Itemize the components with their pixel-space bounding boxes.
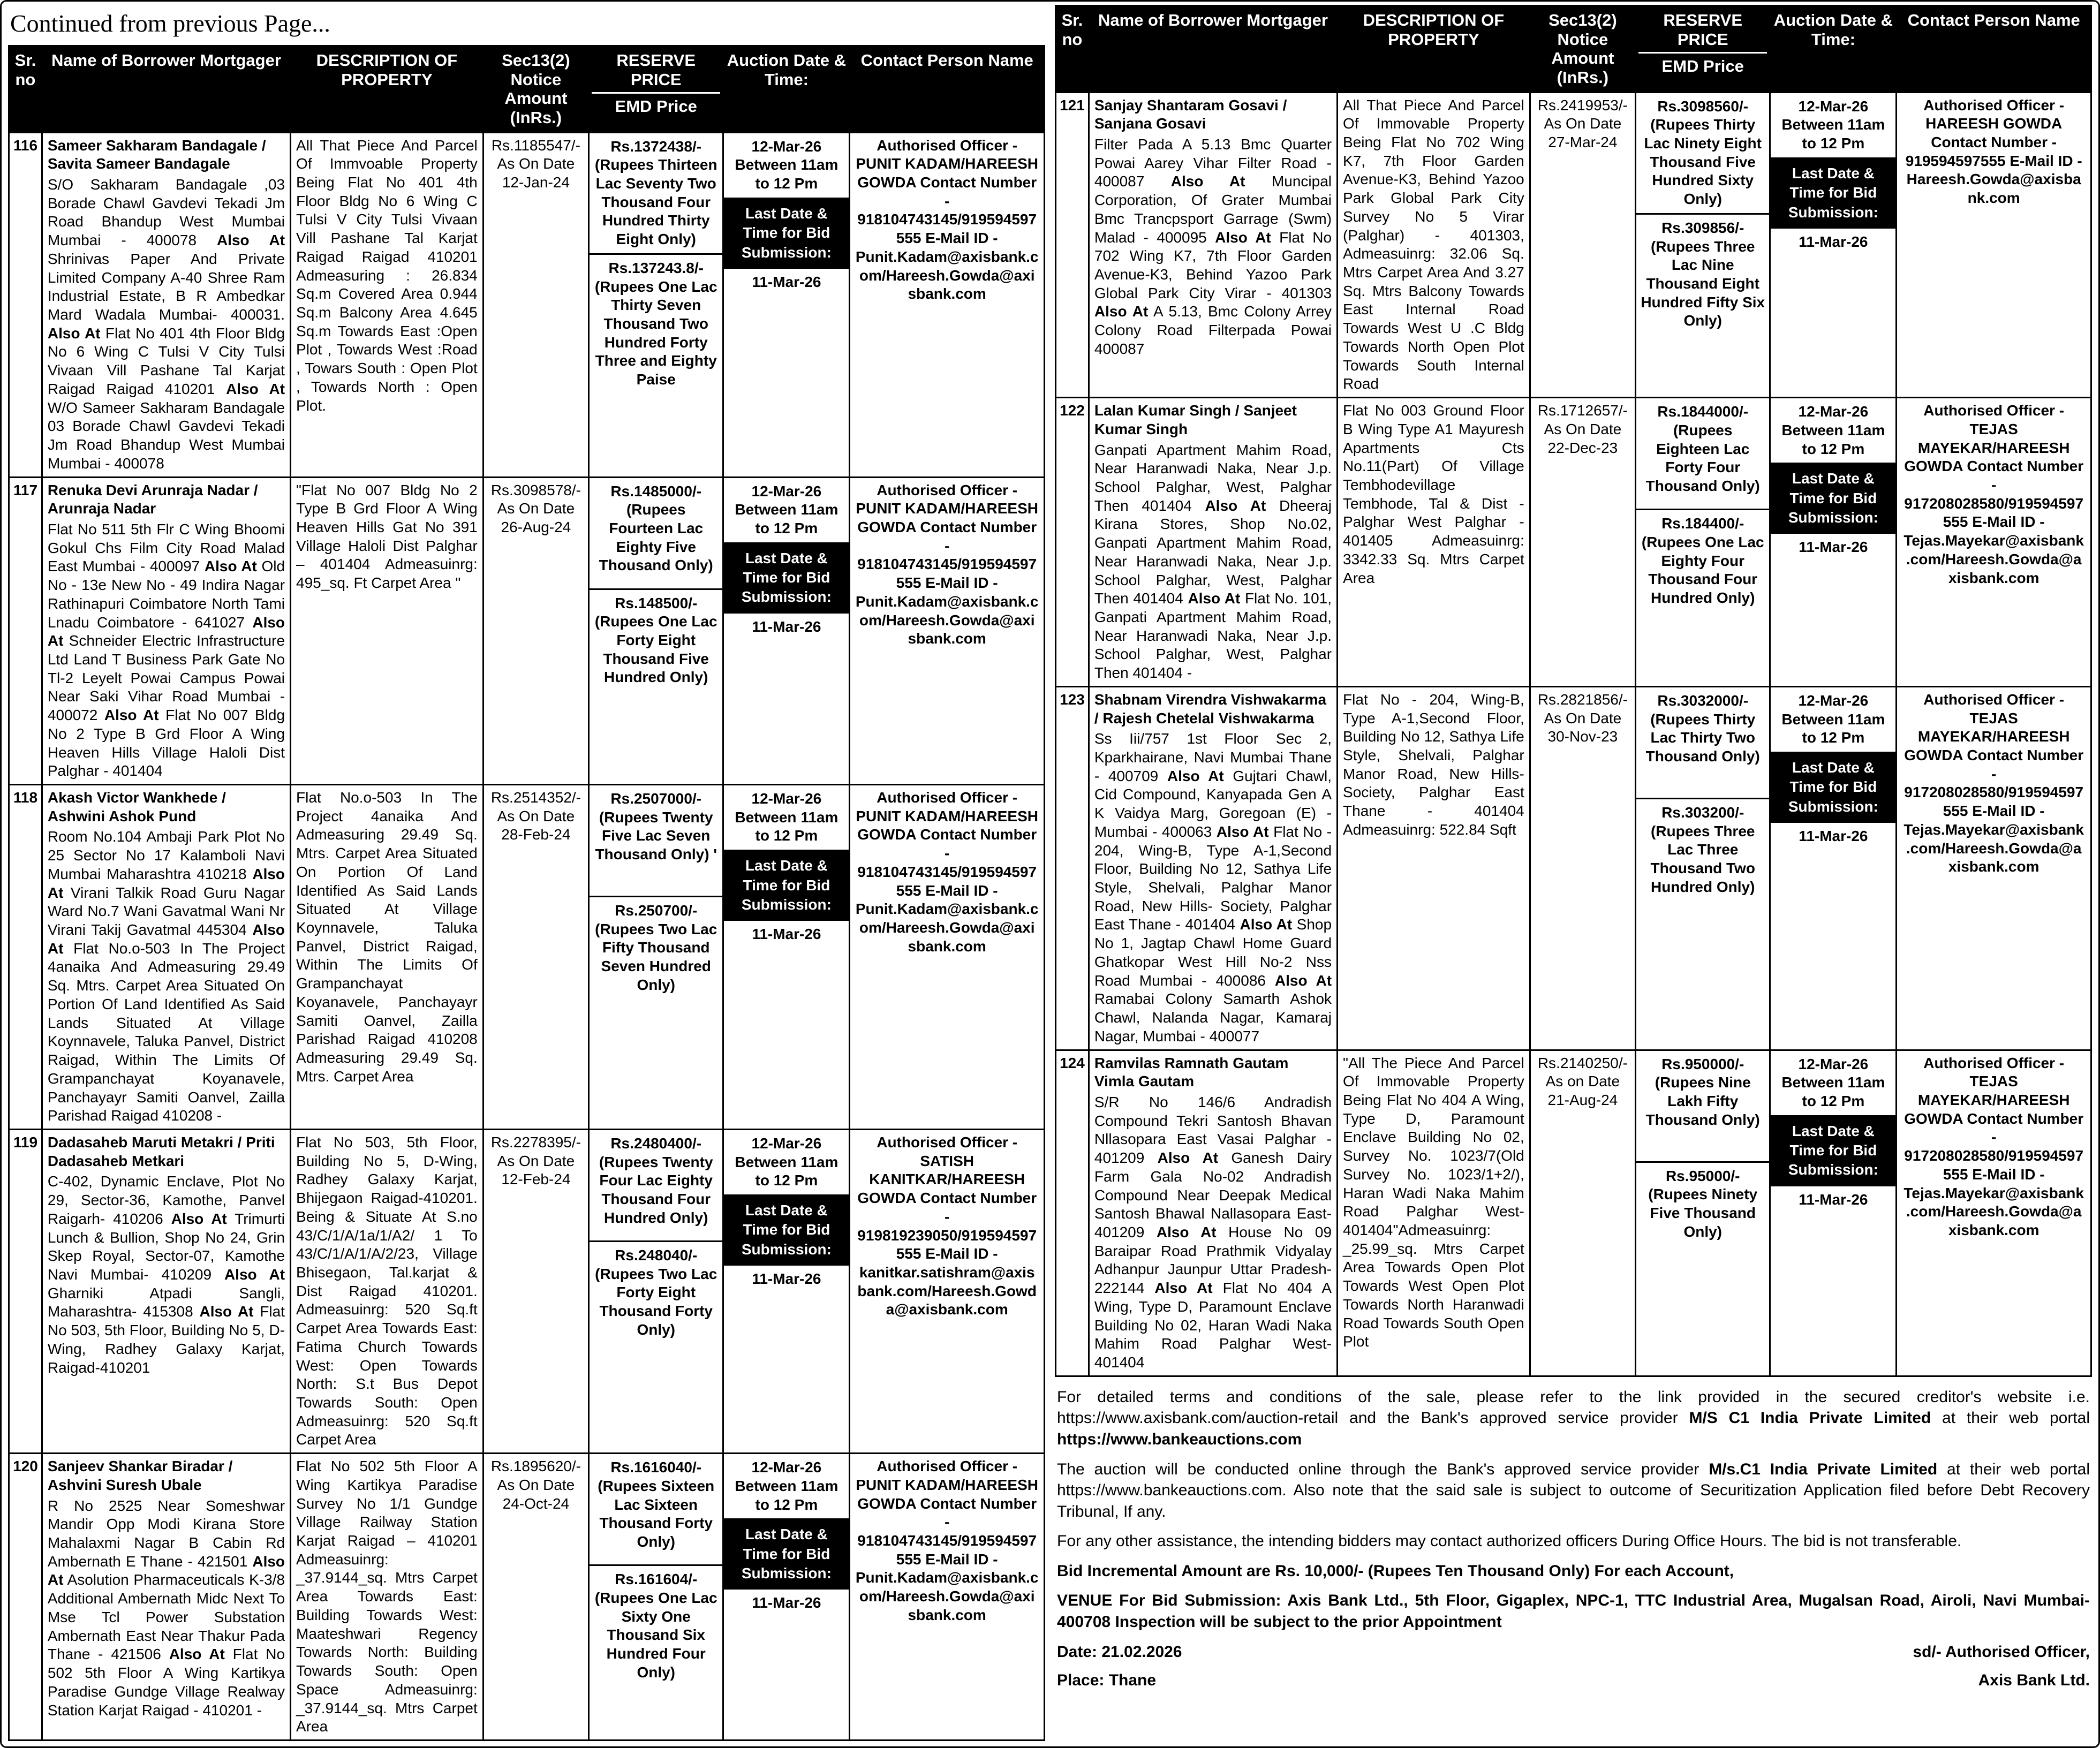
notice-amount: Rs.3098578/- As On Date 26-Aug-24: [483, 477, 588, 785]
venue-paragraph: VENUE For Bid Submission: Axis Bank Ltd., 5th Floor, Gigaplex, NPC-1, TTC Industrial Area, Mugalsan Road, Airoli, Navi Mumbai-400708 Inspection will be subject to the prior Appointment: [1057, 1592, 2090, 1631]
table-row: [9, 1129, 1045, 1453]
notice-date: Date: 21.02.2026: [1057, 1643, 1182, 1661]
reserve-price: Rs.2507000/- (Rupees Twenty Five Lac Seven Thousand Only) ': [590, 785, 722, 897]
borrower-name: Dadasaheb Maruti Metakri / Priti Dadasaheb Metkari: [47, 1133, 275, 1169]
auction-date: 12-Mar-26 Between 11am to 12 Pm: [1781, 97, 1885, 152]
emd-price: Rs.137243.8/- (Rupees One Lac Thirty Seven Thousand Two Hundred Forty Three and Eighty Paise: [594, 259, 717, 388]
footer-terms: [1055, 1377, 2092, 1691]
bid-last-date: 11-Mar-26: [752, 618, 821, 635]
notice-amount: Rs.2140250/- As on Date 21-Aug-24: [1530, 1050, 1635, 1376]
borrower-cell: [1089, 686, 1337, 1050]
auction-cell: [1770, 398, 1897, 687]
auction-date: 12-Mar-26 Between 11am to 12 Pm: [735, 482, 839, 536]
emd-price: Rs.309856/- (Rupees Three Lac Nine Thousand Eight Hundred Fifty Six Only): [1641, 219, 1765, 329]
sr-cell: 118: [9, 785, 42, 1130]
auction-cell: [723, 132, 850, 477]
reserve-price: Rs.1372438/- (Rupees Thirteen Lac Seventy Two Thousand Four Hundred Thirty Eight Only): [590, 133, 722, 255]
sr-cell: 117: [9, 477, 42, 785]
header-row: [9, 46, 1045, 133]
borrower-address: S/O Sakharam Bandagale ,03 Borade Chawl Gavdevi Tekadi Jm Road Bhandup West Mumbai Mumbai - 400078 Also At Shrinivas Paper And Private Limited Company A-40 Shree Ram Industrial Estate, B R Ambedkar Mard Wadala Mumbai- 400031. Also At Flat No 401 4th Floor Bldg No 6 Wing C Tulsi V City Tulsi Vivaan Vill Pashane Tal Karjat Raigad Raigad 410201 Also At W/O Sameer Sakharam Bandagale 03 Borade Chawl Gavdevi Tekadi Jm Road Bhandup West Mumbai Mumbai - 400078: [47, 176, 285, 472]
contact-person: Authorised Officer - PUNIT KADAM/HAREESH GOWDA Contact Number - 918104743145/919594597555 E-Mail ID - Punit.Kadam@axisbank.com/Hareesh.Gowda@axisbank.com: [850, 785, 1045, 1130]
borrower-name: Lalan Kumar Singh / Sanjeet Kumar Singh: [1094, 402, 1297, 437]
notice-place: Place: Thane: [1057, 1671, 1157, 1690]
reserve-price: Rs.3098560/- (Rupees Thirty Lac Ninety Eight Thousand Five Hundred Sixty Only): [1636, 93, 1769, 215]
header-contact: Contact Person Name: [1897, 6, 2091, 93]
property-description: All That Piece And Parcel Of Immovable Property Being Flat No 702 Wing K7, 7th Floor Garden Avenue-K3, Behind Yazoo Park Global Park City Survey No 5 Virar (Palghar) - 401303, Admeasuinrg: 32.06 Sq. Mtrs Carpet Area And 3.27 Sq. Mtrs Balcony Towards East Internal Road Towards West U .C Bldg Towards North Open Plot Towards South Internal Road: [1338, 92, 1530, 398]
contact-person: Authorised Officer - TEJAS MAYEKAR/HAREESH GOWDA Contact Number - 917208028580/919594597555 E-Mail ID - Tejas.Mayekar@axisbank.com/Hareesh.Gowda@axisbank.com: [1897, 398, 2091, 687]
emd-price: Rs.161604/- (Rupees One Lac Sixty One Thousand Six Hundred Four Only): [594, 1571, 717, 1681]
contact-person: Authorised Officer - PUNIT KADAM/HAREESH GOWDA Contact Number - 918104743145/919594597555 E-Mail ID - Punit.Kadam@axisbank.com/Hareesh.Gowda@axisbank.com: [850, 1454, 1045, 1741]
contact-person: Authorised Officer - SATISH KANITKAR/HAREESH GOWDA Contact Number - 919819239050/919594597555 E-Mail ID - kanitkar.satishram@axisbank.com/Hareesh.Gowda@axisbank.com: [850, 1129, 1045, 1453]
sr-cell: 124: [1056, 1050, 1089, 1376]
bid-submission-label: Last Date & Time for Bid Submission:: [1771, 752, 1895, 823]
borrower-cell: [42, 1129, 290, 1453]
terms-paragraph: For detailed terms and conditions of the sale, please refer to the link provided in the secured creditor's website i.e. https://www.axisbank.com/auction-retail and the Bank's approved service provider M/S C1 India Private Limited at their web portal https://www.bankeauctions.com: [1057, 1388, 2090, 1448]
borrower-address: Room No.104 Ambaji Park Plot No 25 Sector No 17 Kalamboli Navi Mumbai Maharashtra 410218 Also At Virani Talkik Road Guru Nagar Ward No.7 Wani Gavatmal Wani Nr Virani Takij Gavatmal 445304 Also At Flat No.o-503 In The Project 4anaika And Admeasuring 29.49 Sq. Mtrs. Carpet Area Situated On Portion Of Land Identified As Said Lands Situated At Village Koynnavele, Taluka Panvel, District Raigad, Within The Limits Of Grampanchayat Koyanavele, Panchayayr Samiti Oanvel, Zailla Parishad Raigad 410208 -: [47, 828, 285, 1124]
table-row: [1056, 92, 2091, 398]
sr-cell: 121: [1056, 92, 1089, 398]
header-reserve-emd: [1636, 6, 1770, 93]
bid-last-date: 11-Mar-26: [752, 926, 821, 943]
bid-last-date: 11-Mar-26: [1799, 539, 1868, 556]
notice-amount: Rs.2419953/- As On Date 27-Mar-24: [1530, 92, 1635, 398]
reserve-emd-cell: [589, 132, 723, 477]
auction-date: 12-Mar-26 Between 11am to 12 Pm: [735, 1459, 839, 1513]
table-row: [9, 477, 1045, 785]
auction-date: 12-Mar-26 Between 11am to 12 Pm: [1781, 403, 1885, 457]
bid-submission-label: Last Date & Time for Bid Submission:: [724, 850, 849, 921]
auction-cell: [723, 785, 850, 1130]
borrower-cell: [1089, 92, 1337, 398]
contact-person: Authorised Officer - PUNIT KADAM/HAREESH GOWDA Contact Number - 918104743145/919594597555 E-Mail ID - Punit.Kadam@axisbank.com/Hareesh.Gowda@axisbank.com: [850, 477, 1045, 785]
property-description: Flat No 003 Ground Floor B Wing Type A1 Mayuresh Apartments Cts No.11(Part) Of Village Tembhodevillage Tembhode, Tal & Dist - Palghar West Palghar - 401405 Admeasuinrg: 3342.33 Sq. Mtrs Carpet Area: [1338, 398, 1530, 687]
signature: sd/- Authorised Officer,: [1913, 1643, 2090, 1661]
borrower-address: Flat No 511 5th Flr C Wing Bhoomi Gokul Chs Film City Road Malad East Mumbai - 400097 Also At Old No - 13e New No - 49 Indira Nagar Rathinapuri Coimbatore North Tami Lnadu Coimbatore - 641027 Also At Schneider Electric Infrastructure Ltd Land T Business Park Gate No Tl-2 Leyelt Powai Campus Powai Near Saki Vihar Road Mumbai - 400072 Also At Flat No 007 Bldg No 2 Type B Grd Floor A Wing Heaven Hills Village Haloli Dist Palghar - 401404: [47, 520, 285, 780]
auction-cell: [1770, 92, 1897, 398]
header-contact: Contact Person Name: [850, 46, 1045, 133]
reserve-emd-cell: [589, 785, 723, 1130]
borrower-cell: [42, 477, 290, 785]
header-name: Name of Borrower Mortgager: [1089, 6, 1337, 93]
auction-date: 12-Mar-26 Between 11am to 12 Pm: [1781, 692, 1885, 746]
header-sr: Sr. no: [9, 46, 42, 133]
borrower-address: S/R No 146/6 Andradish Compound Tekri Santosh Bhavan Nllasopara East Vasai Palghar - 401209 Also At Ganesh Dairy Farm Gala No-02 Andradish Compound Near Deepak Medical Santosh Bhawal Nallasopara East- 401209 Also At House No 09 Baraipar Road Prathmik Vidyalay Adhanpur Jaunpur Uttar Pradesh-222144 Also At Flat No 404 A Wing, Type D, Paramount Enclave Building No 02, Haran Wadi Naka Mahim Road Palghar West- 401404: [1094, 1093, 1332, 1371]
table-row: [1056, 686, 2091, 1050]
bid-submission-label: Last Date & Time for Bid Submission:: [1771, 1115, 1895, 1186]
contact-person: Authorised Officer - HAREESH GOWDA Contact Number - 919594597555 E-Mail ID - Hareesh.Gowda@axisbank.com: [1897, 92, 2091, 398]
emd-price: Rs.248040/- (Rupees Two Lac Forty Eight Thousand Forty Only): [595, 1246, 717, 1338]
borrower-name: Akash Victor Wankhede / Ashwini Ashok Pund: [47, 789, 226, 824]
property-description: Flat No 503, 5th Floor, Building No 5, D-Wing, Radhey Galaxy Karjat, Bhijegaon Raigad-410201. Being & Situate At S.no 43/C/1/A/1a/1/A2/ 1 To 43/C/1/A/1/A/2/23, Village Bhisegaon, Tal.karjat & Dist Raigad 410201. Admeasuinrg: 520 Sq.ft Carpet Area Towards East: Fatima Church Towards West: Open Towards North: S.t Bus Depot Towards South: Open Admeasuinrg: 520 Sq.ft Carpet Area: [291, 1129, 484, 1453]
bid-last-date: 11-Mar-26: [752, 1270, 821, 1288]
auction-date: 12-Mar-26 Between 11am to 12 Pm: [735, 1134, 839, 1189]
auction-cell: [1770, 686, 1897, 1050]
notice-amount: Rs.1712657/- As On Date 22-Dec-23: [1530, 398, 1635, 687]
header-auction: Auction Date & Time:: [723, 46, 850, 133]
bid-last-date: 11-Mar-26: [1799, 233, 1868, 250]
property-description: "Flat No 007 Bldg No 2 Type B Grd Floor A Wing Heaven Hills Gat No 391 Village Haloli Dist Palghar – 401404 Admeasuinrg: 495_sq. Ft Carpet Area ": [291, 477, 484, 785]
borrower-cell: [42, 132, 290, 477]
notice-amount: Rs.2278395/- As On Date 12-Feb-24: [483, 1129, 588, 1453]
property-description: Flat No - 204, Wing-B, Type A-1,Second Floor, Building No 12, Sathya Life Style, Shelvali, Palghar Manor Road, New Hills- Society, Palghar East Thane - 401404 Admeasuinrg: 522.84 Sqft: [1338, 686, 1530, 1050]
contact-person: Authorised Officer - TEJAS MAYEKAR/HAREESH GOWDA Contact Number - 917208028580/919594597555 E-Mail ID - Tejas.Mayekar@axisbank.com/Hareesh.Gowda@axisbank.com: [1897, 1050, 2091, 1376]
reserve-price: Rs.2480400/- (Rupees Twenty Four Lac Eighty Thousand Four Hundred Only): [590, 1130, 722, 1242]
sr-cell: 120: [9, 1454, 42, 1741]
bid-submission-label: Last Date & Time for Bid Submission:: [724, 198, 849, 269]
header-emd: EMD Price: [615, 97, 697, 116]
contact-person: Authorised Officer - PUNIT KADAM/HAREESH GOWDA Contact Number - 918104743145/919594597555 E-Mail ID - Punit.Kadam@axisbank.com/Hareesh.Gowda@axisbank.com: [850, 132, 1045, 477]
bid-submission-label: Last Date & Time for Bid Submission:: [724, 1194, 849, 1266]
reserve-emd-cell: [1636, 92, 1770, 398]
auction-cell: [723, 1129, 850, 1453]
header-emd: EMD Price: [1661, 57, 1744, 76]
auction-table-left: [8, 45, 1045, 1741]
borrower-name: Sameer Sakharam Bandagale / Savita Sameer Bandagale: [47, 137, 266, 172]
reserve-emd-cell: [589, 477, 723, 785]
bid-last-date: 11-Mar-26: [1799, 1191, 1868, 1208]
header-row: [1056, 6, 2091, 93]
borrower-cell: [1089, 398, 1337, 687]
right-column: [1055, 5, 2092, 1741]
reserve-price: Rs.1844000/- (Rupees Eighteen Lac Forty Four Thousand Only): [1636, 398, 1769, 510]
auction-cell: [723, 1454, 850, 1741]
continued-note: Continued from previous Page...: [10, 10, 330, 37]
auction-online-paragraph: The auction will be conducted online through the Bank's approved service provider M/s.C1 India Private Limited at their web portal https://www.bankeauctions.com. Also note that the said sale is subject to outcome of Securitization Application filed before Debt Recovery Tribunal, If any.: [1057, 1460, 2090, 1520]
emd-price: Rs.148500/- (Rupees One Lac Forty Eight Thousand Five Hundred Only): [594, 594, 717, 686]
borrower-address: C-402, Dynamic Enclave, Plot No 29, Sector-36, Kamothe, Panvel Raigarh- 410206 Also At Trimurti Lunch & Bullion, Shop No 24, Grin Skep Royal, Sector-07, Kamothe Navi Mumbai- 410209 Also At Gharniki Atpadi Sangli, Maharashtra- 415308 Also At Flat No 503, 5th Floor, Building No 5, D-Wing, Radhey Galaxy Karjat, Raigad-410201: [47, 1173, 285, 1376]
header-description: DESCRIPTION OF PROPERTY: [291, 46, 484, 133]
table-row: [9, 785, 1045, 1130]
reserve-emd-cell: [589, 1454, 723, 1741]
bid-submission-label: Last Date & Time for Bid Submission:: [724, 1518, 849, 1590]
emd-price: Rs.250700/- (Rupees Two Lac Fifty Thousand Seven Hundred Only): [595, 902, 717, 993]
reserve-emd-cell: [1636, 398, 1770, 687]
borrower-address: Ganpati Apartment Mahim Road, Near Haranwadi Naka, Near J.p. School Palghar, West, Palghar Then 401404 Also At Dheeraj Kirana Stores, Shop No.02, Ganpati Apartment Mahim Road, Near Haranwadi Naka, Near J.p. School Palghar, West, Palghar Then 401404 Also At Flat No. 101, Ganpati Apartment Mahim Road, Near Haranwadi Naka, Near J.p. School Palghar, West, Palghar Then 401404 -: [1094, 441, 1332, 682]
date-signature-row: [1057, 1641, 2090, 1663]
table-row: [9, 132, 1045, 477]
header-auction: Auction Date & Time:: [1770, 6, 1897, 93]
header-description: DESCRIPTION OF PROPERTY: [1338, 6, 1530, 93]
header-notice: Sec13(2) Notice Amount (InRs.): [1530, 6, 1635, 93]
notice-amount: Rs.2514352/- As On Date 28-Feb-24: [483, 785, 588, 1130]
reserve-price: Rs.3032000/- (Rupees Thirty Lac Thirty Two Thousand Only): [1636, 687, 1769, 799]
table-row: [1056, 1050, 2091, 1376]
reserve-emd-cell: [1636, 686, 1770, 1050]
header-reserve-emd: [589, 46, 723, 133]
reserve-emd-cell: [1636, 1050, 1770, 1376]
bid-increment-paragraph: Bid Incremental Amount are Rs. 10,000/- (Rupees Ten Thousand Only) For each Account,: [1057, 1562, 1734, 1580]
table-row: [1056, 398, 2091, 687]
property-description: Flat No 502 5th Floor A Wing Kartikya Paradise Survey No 1/1 Gundge Village Railway Station Karjat Raigad – 410201 Admeasuinrg: _37.9144_sq. Mtrs Carpet Area Towards East: Building Towards West: Maateshwari Regency Towards North: Building Towards South: Open Space Admeasuinrg: _37.9144_sq. Mtrs Carpet Area: [291, 1454, 484, 1741]
borrower-cell: [42, 785, 290, 1130]
borrower-name: Ramvilas Ramnath Gautam Vimla Gautam: [1094, 1054, 1289, 1090]
header-notice: Sec13(2) Notice Amount (InRs.): [483, 46, 588, 133]
borrower-address: Filter Pada A 5.13 Bmc Quarter Powai Aarey Vihar Filter Road - 400087 Also At Muncipal Corporation, Of Grater Mumbai Bmc Trancpsport Garrage (Swm) Malad - 400095 Also At Flat No 702 Wing K7, 7th Floor Garden Avenue-K3, Behind Yazoo Park Global Park City Virar - 401303 Also At A 5.13, Bmc Colony Arrey Colony Road Filterpada Powai 400087: [1094, 136, 1332, 357]
auction-cell: [1770, 1050, 1897, 1376]
notice-amount: Rs.1185547/- As On Date 12-Jan-24: [483, 132, 588, 477]
header-name: Name of Borrower Mortgager: [42, 46, 290, 133]
reserve-price: Rs.1485000/- (Rupees Fourteen Lac Eighty Five Thousand Only): [590, 478, 722, 590]
sr-cell: 123: [1056, 686, 1089, 1050]
reserve-emd-cell: [589, 1129, 723, 1453]
property-description: All That Piece And Parcel Of Immvoable Property Being Flat No 401 4th Floor Bldg No 6 Wing C Tulsi V City Tulsi Vivaan Vill Pashane Tal Karjat Raigad Raigad 410201 Admeasuring : 26.834 Sq.m Covered Area 0.944 Sq.m Balcony Area 4.645 Sq.m Towards East :Open Plot , Towards West :Road , Towars South : Open Plot , Towards North : Open Plot.: [291, 132, 484, 477]
sr-cell: 122: [1056, 398, 1089, 687]
emd-price: Rs.303200/- (Rupees Three Lac Three Thousand Two Hundred Only): [1650, 804, 1755, 895]
table-row: [9, 1454, 1045, 1741]
assistance-paragraph: For any other assistance, the intending bidders may contact authorized officers During Office Hours. The bid is not transferable.: [1057, 1532, 1962, 1550]
header-reserve: RESERVE PRICE: [1638, 11, 1767, 54]
contact-person: Authorised Officer - TEJAS MAYEKAR/HAREESH GOWDA Contact Number - 917208028580/919594597555 E-Mail ID - Tejas.Mayekar@axisbank.com/Hareesh.Gowda@axisbank.com: [1897, 686, 2091, 1050]
borrower-name: Sanjeev Shankar Biradar / Ashvini Suresh Ubale: [47, 1458, 233, 1493]
bid-last-date: 11-Mar-26: [752, 1594, 821, 1611]
property-description: Flat No.o-503 In The Project 4anaika And Admeasuring 29.49 Sq. Mtrs. Carpet Area Situated On Portion Of Land Identified As Said Lands Situated At Village Koynnavele, Taluka Panvel, District Raigad, Within The Limits Of Grampanchayat Koyanavele, Panchayayr Samiti Oanvel, Zailla Parishad Raigad 410208 Admeasuring 29.49 Sq. Mtrs. Carpet Area: [291, 785, 484, 1130]
auction-date: 12-Mar-26 Between 11am to 12 Pm: [735, 790, 839, 844]
bank-name: Axis Bank Ltd.: [1978, 1671, 2090, 1690]
auction-table-right: [1055, 5, 2092, 1377]
borrower-cell: [42, 1454, 290, 1741]
borrower-name: Shabnam Virendra Vishwakarma / Rajesh Chetelal Vishwakarma: [1094, 691, 1327, 727]
bid-submission-label: Last Date & Time for Bid Submission:: [724, 542, 849, 614]
auction-cell: [723, 477, 850, 785]
borrower-address: R No 2525 Near Someshwar Mandir Opp Modi Kirana Store Mahalaxmi Nagar B Cabin Rd Ambernath E Thane - 421501 Also At Asolution Pharmaceuticals K-3/8 Additional Ambernath Midc Next To Mse Tcl Power Substation Ambernath East Near Thakur Pada Thane - 421506 Also At Flat No 502 5th Floor A Wing Kartikya Paradise Gundge Village Realway Station Karjat Raigad - 410201 -: [47, 1497, 285, 1719]
emd-price: Rs.184400/- (Rupees One Lac Eighty Four Thousand Four Hundred Only): [1641, 515, 1764, 606]
borrower-cell: [1089, 1050, 1337, 1376]
auction-date: 12-Mar-26 Between 11am to 12 Pm: [1781, 1055, 1885, 1109]
borrower-name: Renuka Devi Arunraja Nadar / Arunraja Nadar: [47, 481, 258, 517]
notice-amount: Rs.1895620/- As On Date 24-Oct-24: [483, 1454, 588, 1741]
bid-submission-label: Last Date & Time for Bid Submission:: [1771, 463, 1895, 534]
bid-last-date: 11-Mar-26: [752, 273, 821, 290]
bid-last-date: 11-Mar-26: [1799, 828, 1868, 845]
header-reserve: RESERVE PRICE: [592, 51, 720, 94]
sr-cell: 116: [9, 132, 42, 477]
notice-amount: Rs.2821856/- As On Date 30-Nov-23: [1530, 686, 1635, 1050]
bid-submission-label: Last Date & Time for Bid Submission:: [1771, 157, 1895, 229]
auction-date: 12-Mar-26 Between 11am to 12 Pm: [735, 138, 839, 192]
header-sr: Sr. no: [1056, 6, 1089, 93]
reserve-price: Rs.1616040/- (Rupees Sixteen Lac Sixteen Thousand Forty Only): [590, 1454, 722, 1566]
property-description: "All The Piece And Parcel Of Immovable Property Being Flat No 404 A Wing, Type D, Paramount Enclave Building No 02, Survey No. 1023/7(Old Survey No. 1023/1+2/), Haran Wadi Naka Mahim Road Palghar West-401404"Admeasuinrg: _25.99_sq. Mtrs Carpet Area Towards Open Plot Towards West Open Plot Towards North Haranwadi Road Towards South Open Plot: [1338, 1050, 1530, 1376]
left-column: [8, 5, 1045, 1741]
emd-price: Rs.95000/-(Rupees Ninety Five Thousand Only): [1648, 1167, 1758, 1240]
reserve-price: Rs.950000/- (Rupees Nine Lakh Fifty Thousand Only): [1636, 1051, 1769, 1163]
borrower-address: Ss Iii/757 1st Floor Sec 2, Kparkhairane, Navi Mumbai Thane - 400709 Also At Gujtari Chawl, Cid Compound, Kanyapada Gen A K Vaidya Marg, Goregoan (E) -Mumbai - 400063 Also At Flat No - 204, Wing-B, Type A-1,Second Floor, Building No 12, Sathya Life Style, Shelvali, Palghar Manor Road, New Hills- Society, Palghar East Thane - 401404 Also At Shop No 1, Jagtap Chawl Home Guard Ghatkopar West Hill No-2 Nss Road Mumbai - 400086 Also At Ramabai Colony Samarth Ashok Chawl, Nalanda Nagar, Kamaraj Nagar, Mumbai - 400077: [1094, 730, 1332, 1045]
place-bank-row: [1057, 1670, 2090, 1691]
sr-cell: 119: [9, 1129, 42, 1453]
borrower-name: Sanjay Shantaram Gosavi / Sanjana Gosavi: [1094, 96, 1287, 132]
